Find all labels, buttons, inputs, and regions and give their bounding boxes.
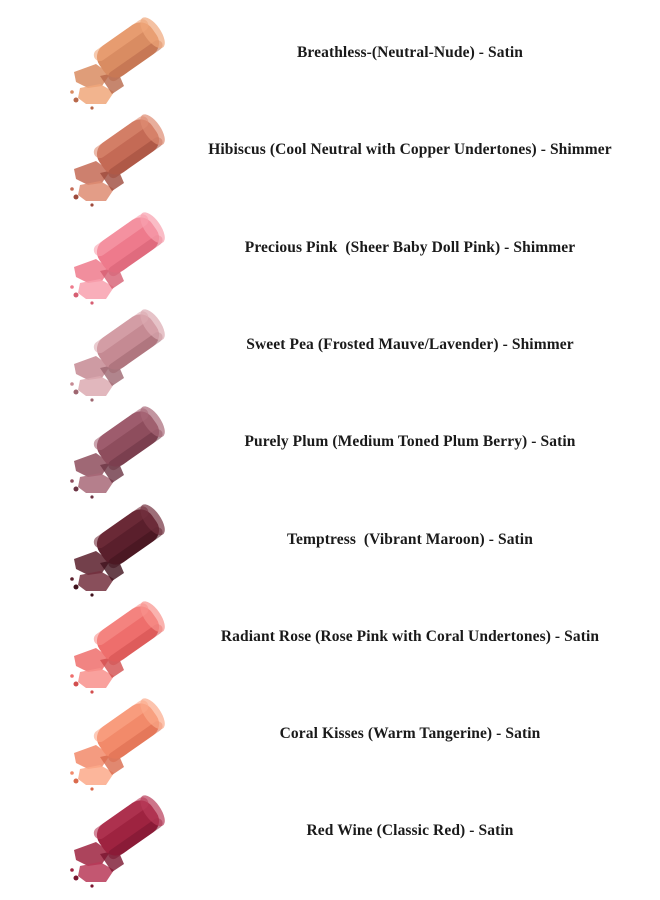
shade-row	[0, 691, 660, 791]
shade-row	[0, 497, 660, 597]
shade-row	[0, 205, 660, 305]
shade-label: Breathless-(Neutral-Nude) - Satin	[296, 44, 524, 61]
lipstick-swatch-image	[66, 209, 176, 305]
shade-row	[0, 302, 660, 402]
shade-row	[0, 594, 660, 694]
shade-row	[0, 107, 660, 207]
shade-label: Sweet Pea (Frosted Mauve/Lavender) - Shimmer	[246, 335, 574, 353]
lipstick-swatch-image	[66, 792, 176, 888]
lipstick-swatch-image	[66, 695, 176, 791]
lipstick-swatch-image	[66, 403, 176, 499]
lipstick-swatch-image	[66, 14, 176, 110]
lipstick-swatch-image	[66, 306, 176, 402]
shade-row	[0, 10, 660, 110]
shade-row	[0, 399, 660, 499]
shade-label: Red Wine (Classic Red) - Satin	[306, 822, 514, 840]
lipstick-swatch-image	[66, 501, 176, 597]
shade-label: Temptress (Vibrant Maroon) - Satin	[287, 530, 533, 548]
shade-label: Precious Pink (Sheer Baby Doll Pink) - Shimmer	[244, 238, 576, 256]
shade-label: Radiant Rose (Rose Pink with Coral Undertones) - Satin	[220, 627, 600, 645]
shade-row	[0, 788, 660, 888]
shade-label: Coral Kisses (Warm Tangerine) - Satin	[279, 725, 541, 743]
lipstick-swatch-image	[66, 111, 176, 207]
shade-label: Hibiscus (Cool Neutral with Copper Undertones) - Shimmer	[208, 141, 612, 159]
shade-label: Purely Plum (Medium Toned Plum Berry) - Satin	[244, 433, 576, 451]
lipstick-swatch-image	[66, 598, 176, 694]
